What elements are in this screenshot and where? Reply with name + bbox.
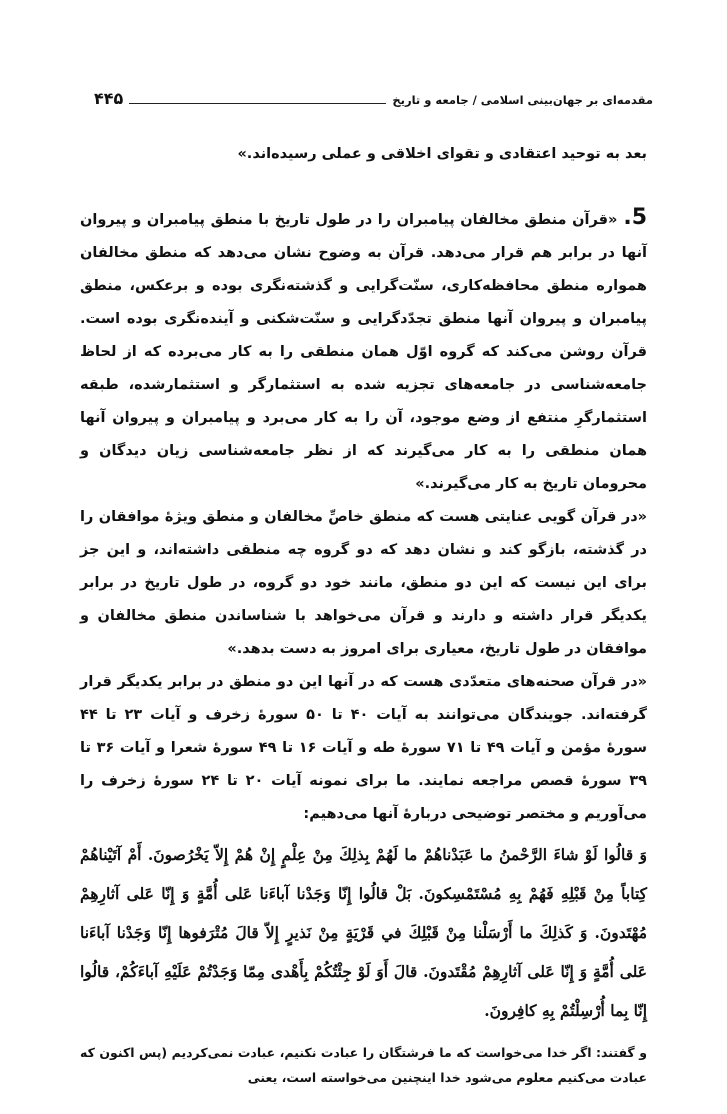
paragraph-6: «در قرآن گویی عنایتی هست که منطق خاصِّ مخالفان و منطق ویژهٔ موافقان را در گذشته، بازگو کند و نشان دهد که دو گروه چه منطقی داشته‌اند، و این جز برای این نیست که این دو منطق، مانند خود دو گروه، در طول تاریخ در برابر یکدیگر قرار داشته و دارند و قرآن می‌خواهد با شناساندن منطق مخالفان و موافقان در طول تاریخ، معیاری برای امروز به دست بدهد.» <box>80 509 647 657</box>
running-title: مقدمه‌ای بر جهان‌بینی اسلامی / جامعه و تاریخ <box>392 93 653 107</box>
page-body <box>80 138 647 1090</box>
continued-paragraph: بعد به توحید اعتقادی و تقوای اخلاقی و عملی رسیده‌اند.» <box>237 146 647 162</box>
section-number: 5. <box>623 205 647 230</box>
header-rule <box>129 103 386 104</box>
paragraph-5 <box>80 201 647 501</box>
paragraph-5-text: «قرآن منطق مخالفان پیامبران را در طول تاریخ با منطق پیامبران و پیروان آنها در برابر هم قرار می‌دهد. قرآن به وضوح نشان می‌دهد که منطق مخالفان همواره منطق محافظه‌کاری، سنّت‌گرایی و گذشته‌نگری بوده و برعکس، منطق پیامبران و پیروان آنها منطق تجدّدگرایی و سنّت‌شکنی و آینده‌نگری بوده است. قرآن روشن می‌کند که گروه اوّل همان منطقی را به کار می‌برده که از لحاظ جامعه‌شناسی در جامعه‌های تجزیه شده به استثمارگر و استثمارشده، طبقه استثمارگرِ منتفع از وضع موجود، آن را به کار می‌برد و پیامبران و پیروان آنها همان منطقی را به کار می‌گیرند که از نظر جامعه‌شناسی زیان دیدگان و محرومان تاریخ به کار می‌گیرند.» <box>80 212 647 492</box>
paragraph-7: «در قرآن صحنه‌های متعدّدی هست که در آنها این دو منطق در برابر یکدیگر قرار گرفته‌اند. جویندگان می‌توانند به آیات ۴۰ تا ۵۰ سورهٔ زخرف و آیات ۲۳ تا ۴۴ سورهٔ مؤمن و آیات ۴۹ تا ۷۱ سورهٔ طه و آیات ۱۶ تا ۴۹ سورهٔ شعرا و آیات ۳۶ تا ۳۹ سورهٔ قصص مراجعه نمایند. ما برای نمونه آیات ۲۰ تا ۲۴ سورهٔ زخرف را می‌آوریم و مختصر توضیحی دربارهٔ آنها می‌دهیم: <box>80 674 647 822</box>
page-number: ۴۴۵ <box>94 89 124 108</box>
page-header <box>94 86 653 108</box>
verse-translation: و گفتند: اگر خدا می‌خواست که ما فرشتگان را عبادت نکنیم، عبادت نمی‌کردیم (پس اکنون که عبادت می‌کنیم معلوم می‌شود خدا اینچنین می‌خواسته است، یعنی <box>80 1045 647 1085</box>
quran-verse: وَ قالُوا لَوْ شاءَ الرَّحْمنُ ما عَبَدْناهُمْ ما لَهُمْ بِذلِكَ مِنْ عِلْمٍ إِنْ هُمْ إِلاّ يَخْرُصونَ. أَمْ آتَيْناهُمْ كِتاباً مِنْ قَبْلِهِ فَهُمْ بِهِ مُسْتَمْسِكونَ. بَلْ قالُوا إِنّا وَجَدْنا آباءَنا عَلى أُمَّةٍ وَ إِنّا عَلى آثارِهِمْ مُهْتَدونَ. وَ كَذلِكَ ما أَرْسَلْنا مِنْ قَبْلِكَ في قَرْيَةٍ مِنْ نَذيرٍ إِلاّ قالَ مُتْرَفوها إِنّا وَجَدْنا آباءَنا عَلى أُمَّةٍ وَ إِنّا عَلى آثارِهِمْ مُقْتَدونَ. قالَ أَوَ لَوْ جِئْتُكُمْ بِأَهْدى مِمّا وَجَدْتُمْ عَلَيْهِ آباءَكُمْ، قالُوا إِنّا بِما أُرْسِلْتُمْ بِهِ كافِرونَ. <box>80 845 647 1020</box>
